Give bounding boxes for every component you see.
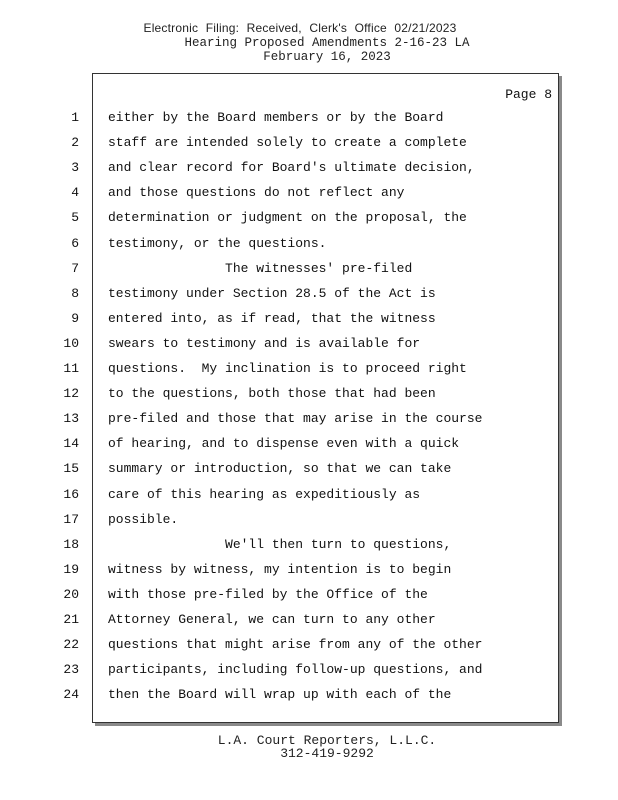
line-number: 18 — [63, 536, 79, 552]
line-text: of hearing, and to dispense even with a quick — [108, 436, 460, 452]
line-text: and those questions do not reflect any — [108, 185, 405, 201]
line-text: determination or judgment on the proposal, the — [108, 210, 467, 226]
reporter-company: L.A. Court Reporters, L.L.C. — [217, 733, 437, 748]
line-number: 21 — [63, 612, 79, 627]
line-number: 19 — [63, 561, 79, 577]
line-text: then the Board will wrap up with each of the — [108, 687, 452, 703]
line-number: 2 — [71, 135, 79, 151]
line-text: testimony, or the questions. — [108, 235, 327, 251]
line-text: to the questions, both those that had been — [108, 386, 436, 402]
line-text: questions that might arise from any of the other — [108, 637, 483, 653]
line-text: testimony under Section 28.5 of the Act is — [108, 285, 436, 301]
line-text: Attorney General, we can turn to any other — [108, 612, 436, 627]
line-text: witness by witness, my intention is to begin — [108, 561, 452, 577]
line-text: pre-filed and those that may arise in the course — [108, 411, 483, 427]
document-date: February 16, 2023 — [263, 50, 391, 64]
line-text: staff are intended solely to create a complete — [108, 135, 467, 151]
line-number: 7 — [71, 260, 79, 276]
line-number: 1 — [71, 110, 79, 125]
line-number: 10 — [63, 335, 79, 351]
document-title: Hearing Proposed Amendments 2-16-23 LA — [184, 36, 470, 50]
line-text: We'll then turn to questions, — [108, 536, 452, 552]
line-text: The witnesses' pre-filed — [108, 260, 413, 276]
page-number: Page 8 — [505, 87, 552, 102]
line-number: 9 — [71, 310, 79, 326]
line-number: 22 — [63, 637, 79, 653]
line-text: swears to testimony and is available for — [108, 335, 421, 351]
line-number: 14 — [63, 436, 79, 452]
line-number: 13 — [63, 411, 79, 427]
line-number: 8 — [71, 285, 79, 301]
line-number: 5 — [71, 210, 79, 226]
line-number: 12 — [63, 386, 79, 402]
filing-stamp: Electronic Filing: Received, Clerk's Office 02/21/2023 — [143, 21, 457, 35]
line-text: possible. — [108, 511, 179, 527]
line-text: with those pre-filed by the Office of the — [108, 586, 428, 602]
line-number: 11 — [63, 361, 79, 376]
line-number: 4 — [71, 185, 79, 201]
line-text: care of this hearing as expeditiously as — [108, 486, 421, 502]
line-text: questions. My inclination is to proceed right — [108, 361, 467, 376]
line-text: participants, including follow-up questions, and — [108, 662, 483, 678]
line-number: 16 — [63, 486, 79, 502]
reporter-phone: 312-419-9292 — [280, 746, 374, 761]
line-text: summary or introduction, so that we can take — [108, 461, 452, 477]
line-text: entered into, as if read, that the witness — [108, 310, 436, 326]
line-text: either by the Board members or by the Board — [108, 110, 444, 125]
transcript-page — [63, 73, 559, 723]
line-number: 20 — [63, 586, 79, 602]
line-number: 24 — [63, 687, 79, 703]
line-number: 15 — [63, 461, 79, 477]
line-number: 6 — [71, 235, 79, 251]
line-number: 23 — [63, 662, 79, 678]
line-text: and clear record for Board's ultimate decision, — [108, 160, 475, 176]
line-number: 17 — [63, 511, 79, 527]
line-number: 3 — [71, 160, 79, 176]
